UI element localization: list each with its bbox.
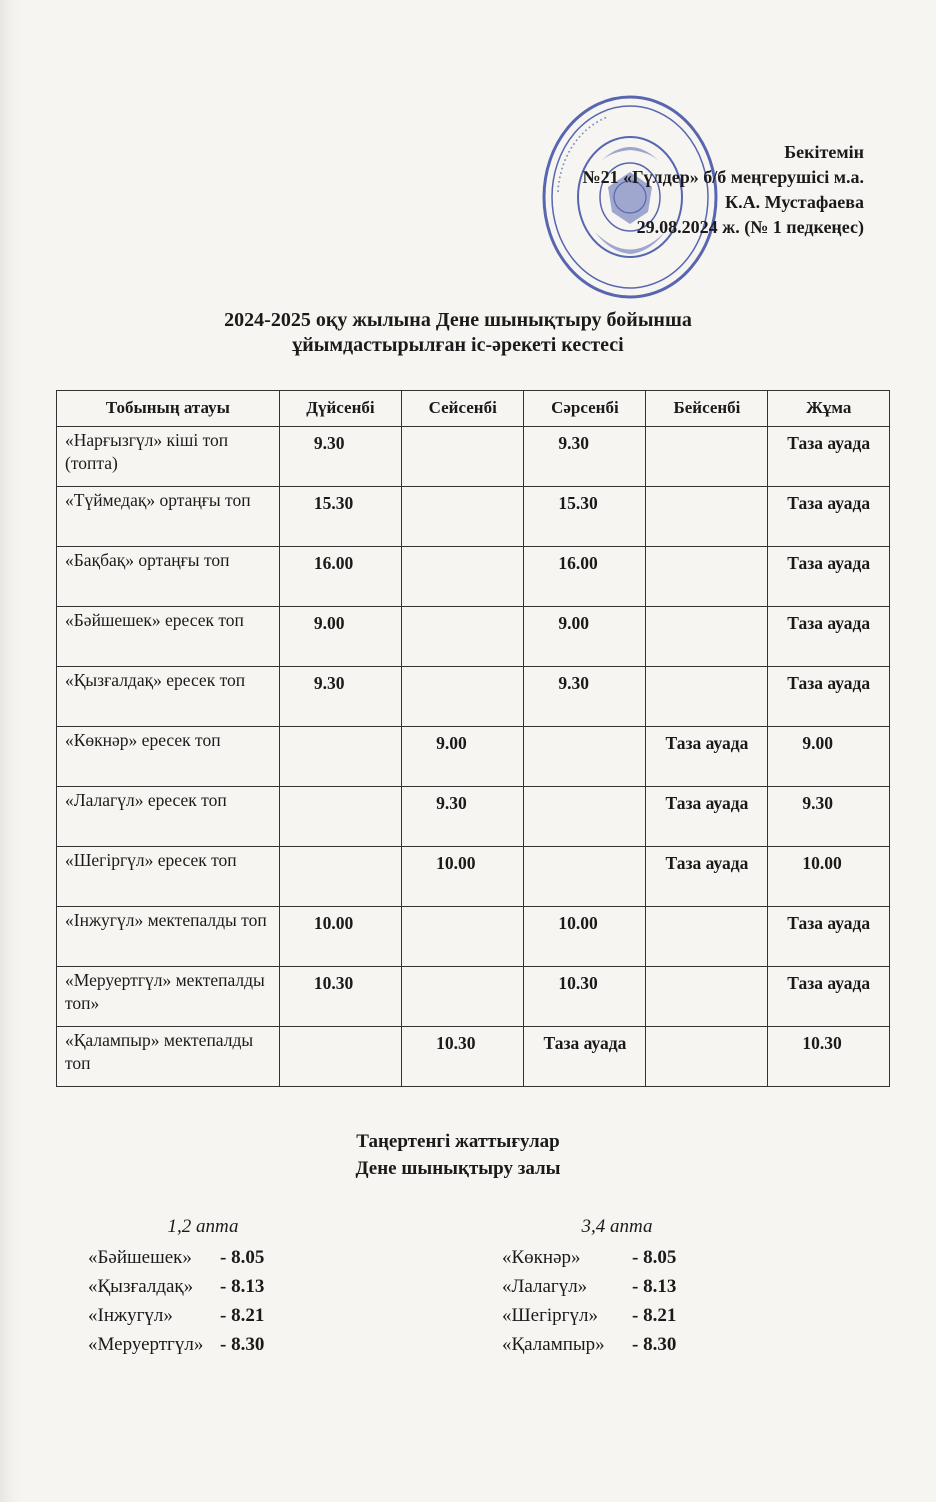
document-title-line-2: ұйымдастырылған іс-әрекеті кестесі [292, 334, 624, 356]
schedule-cell [646, 907, 768, 967]
group-name-cell: «Түймедақ» ортаңғы топ [57, 487, 280, 547]
schedule-cell: 9.00 [768, 727, 890, 787]
document-title-line-1: 2024-2025 оқу жылына Дене шынықтыру бойынша [224, 309, 692, 331]
document-title [0, 308, 916, 358]
group-name-cell: «Бәйшешек» ересек топ [57, 607, 280, 667]
schedule-cell [646, 1027, 768, 1087]
header-friday: Жұма [768, 391, 890, 427]
exercise-group-name: «Шегіргүл» [502, 1305, 598, 1326]
schedule-cell: 9.30 [524, 667, 646, 727]
group-name-cell: «Лалагүл» ересек топ [57, 787, 280, 847]
exercise-group-name: «Інжугүл» [88, 1305, 173, 1326]
schedule-cell [279, 727, 401, 787]
schedule-cell: Таза ауада [768, 547, 890, 607]
approval-line-2: №21 «Гүлдер» б/б меңгерушісі м.а. [582, 167, 864, 187]
group-name-cell: «Қалампыр» мектепалды топ [57, 1027, 280, 1087]
schedule-cell: Таза ауада [768, 487, 890, 547]
exercise-time: - 8.13 [220, 1276, 265, 1297]
schedule-cell: 9.00 [402, 727, 524, 787]
group-name-cell: «Шегіргүл» ересек топ [57, 847, 280, 907]
schedule-cell: 10.30 [768, 1027, 890, 1087]
week-3-4-header: 3,4 апта [581, 1216, 653, 1237]
exercise-time: - 8.05 [220, 1247, 265, 1268]
group-name-cell: «Бақбақ» ортаңғы топ [57, 547, 280, 607]
exercise-time: - 8.21 [632, 1305, 677, 1326]
table-row [57, 847, 890, 907]
approval-block [582, 140, 864, 240]
exercise-list-item [502, 1243, 732, 1272]
schedule-cell: 10.00 [402, 847, 524, 907]
exercise-list-item [502, 1301, 732, 1330]
schedule-cell: 9.30 [524, 427, 646, 487]
morning-title-line-2: Дене шынықтыру залы [355, 1158, 561, 1179]
schedule-cell [402, 967, 524, 1027]
schedule-cell [524, 727, 646, 787]
table-row [57, 907, 890, 967]
table-row [57, 727, 890, 787]
header-tuesday: Сейсенбі [402, 391, 524, 427]
schedule-cell: Таза ауада [768, 907, 890, 967]
header-group-name: Тобының атауы [57, 391, 280, 427]
table-row [57, 667, 890, 727]
schedule-cell [279, 1027, 401, 1087]
group-name-cell: «Меруертгүл» мектепалды топ» [57, 967, 280, 1027]
exercise-group-name: «Қызғалдақ» [88, 1276, 194, 1297]
exercise-time: - 8.30 [632, 1334, 677, 1355]
schedule-cell: 10.30 [524, 967, 646, 1027]
schedule-cell [402, 907, 524, 967]
schedule-cell: 9.30 [768, 787, 890, 847]
schedule-cell: 9.00 [279, 607, 401, 667]
exercise-list-item [502, 1272, 732, 1301]
exercise-list-item [502, 1330, 732, 1359]
schedule-cell [402, 427, 524, 487]
schedule-cell: Таза ауада [768, 427, 890, 487]
group-name-cell: «Нарғызгүл» кіші топ (топта) [57, 427, 280, 487]
schedule-cell: 16.00 [524, 547, 646, 607]
group-name-cell: «Қызғалдақ» ересек топ [57, 667, 280, 727]
exercise-group-name: «Көкнәр» [502, 1247, 581, 1268]
table-row [57, 967, 890, 1027]
exercise-list-item [88, 1272, 318, 1301]
schedule-cell: 9.30 [279, 667, 401, 727]
schedule-cell: 10.00 [524, 907, 646, 967]
schedule-cell [402, 487, 524, 547]
schedule-cell [402, 667, 524, 727]
exercise-group-name: «Лалагүл» [502, 1276, 588, 1297]
schedule-cell [646, 487, 768, 547]
schedule-cell: Таза ауада [768, 667, 890, 727]
schedule-cell [646, 547, 768, 607]
table-row [57, 607, 890, 667]
exercise-group-name: «Қалампыр» [502, 1334, 605, 1355]
week-1-2-header: 1,2 апта [167, 1216, 239, 1237]
exercise-time: - 8.05 [632, 1247, 677, 1268]
svg-text:▪ ▪ ▪ ▪ ▪ ▪ ▪ ▪ ▪ ▪ ▪ ▪ ▪ ▪ ▪: ▪ ▪ ▪ ▪ ▪ ▪ ▪ ▪ ▪ ▪ ▪ ▪ ▪ ▪ ▪ ▪ ▪ ▪ ▪ ▪ ▪ [555, 114, 609, 193]
group-name-cell: «Інжугүл» мектепалды топ [57, 907, 280, 967]
week-3-4-list [502, 1212, 732, 1359]
header-wednesday: Сәрсенбі [524, 391, 646, 427]
table-row [57, 787, 890, 847]
schedule-cell: 9.30 [279, 427, 401, 487]
approval-line-4: 29.08.2024 ж. (№ 1 педкеңес) [636, 217, 864, 237]
morning-exercises-title [0, 1128, 916, 1182]
schedule-cell: 16.00 [279, 547, 401, 607]
schedule-cell [646, 607, 768, 667]
schedule-cell: 10.30 [402, 1027, 524, 1087]
schedule-cell [279, 787, 401, 847]
exercise-group-name: «Меруертгүл» [88, 1334, 204, 1355]
exercise-list-item [88, 1330, 318, 1359]
schedule-cell [524, 847, 646, 907]
week-1-2-list [88, 1212, 318, 1359]
schedule-cell: Таза ауада [524, 1027, 646, 1087]
schedule-cell: 15.30 [279, 487, 401, 547]
schedule-cell [402, 547, 524, 607]
schedule-cell: Таза ауада [646, 787, 768, 847]
schedule-body [57, 427, 890, 1087]
schedule-cell: Таза ауада [768, 967, 890, 1027]
table-header-row [57, 391, 890, 427]
schedule-cell: Таза ауада [768, 607, 890, 667]
schedule-cell [646, 427, 768, 487]
page-edge [0, 0, 22, 1502]
schedule-cell: 9.30 [402, 787, 524, 847]
schedule-cell: 10.00 [279, 907, 401, 967]
exercise-list-item [88, 1301, 318, 1330]
morning-title-line-1: Таңертенгі жаттығулар [356, 1131, 560, 1152]
table-row [57, 427, 890, 487]
schedule-cell [402, 607, 524, 667]
schedule-cell [279, 847, 401, 907]
header-monday: Дүйсенбі [279, 391, 401, 427]
schedule-cell [646, 967, 768, 1027]
exercise-list-item [88, 1243, 318, 1272]
approval-line-1: Бекітемін [784, 142, 864, 162]
schedule-cell [524, 787, 646, 847]
group-name-cell: «Көкнәр» ересек топ [57, 727, 280, 787]
schedule-cell: 9.00 [524, 607, 646, 667]
schedule-cell: 10.30 [279, 967, 401, 1027]
header-thursday: Бейсенбі [646, 391, 768, 427]
exercise-time: - 8.30 [220, 1334, 265, 1355]
exercise-group-name: «Бәйшешек» [88, 1247, 192, 1268]
table-row [57, 487, 890, 547]
schedule-cell [646, 667, 768, 727]
table-row [57, 1027, 890, 1087]
schedule-cell: 10.00 [768, 847, 890, 907]
exercise-time: - 8.13 [632, 1276, 677, 1297]
exercise-time: - 8.21 [220, 1305, 265, 1326]
schedule-cell: Таза ауада [646, 847, 768, 907]
schedule-cell: Таза ауада [646, 727, 768, 787]
approval-line-3: К.А. Мустафаева [725, 192, 864, 212]
table-row [57, 547, 890, 607]
schedule-cell: 15.30 [524, 487, 646, 547]
schedule-table [56, 390, 890, 1087]
